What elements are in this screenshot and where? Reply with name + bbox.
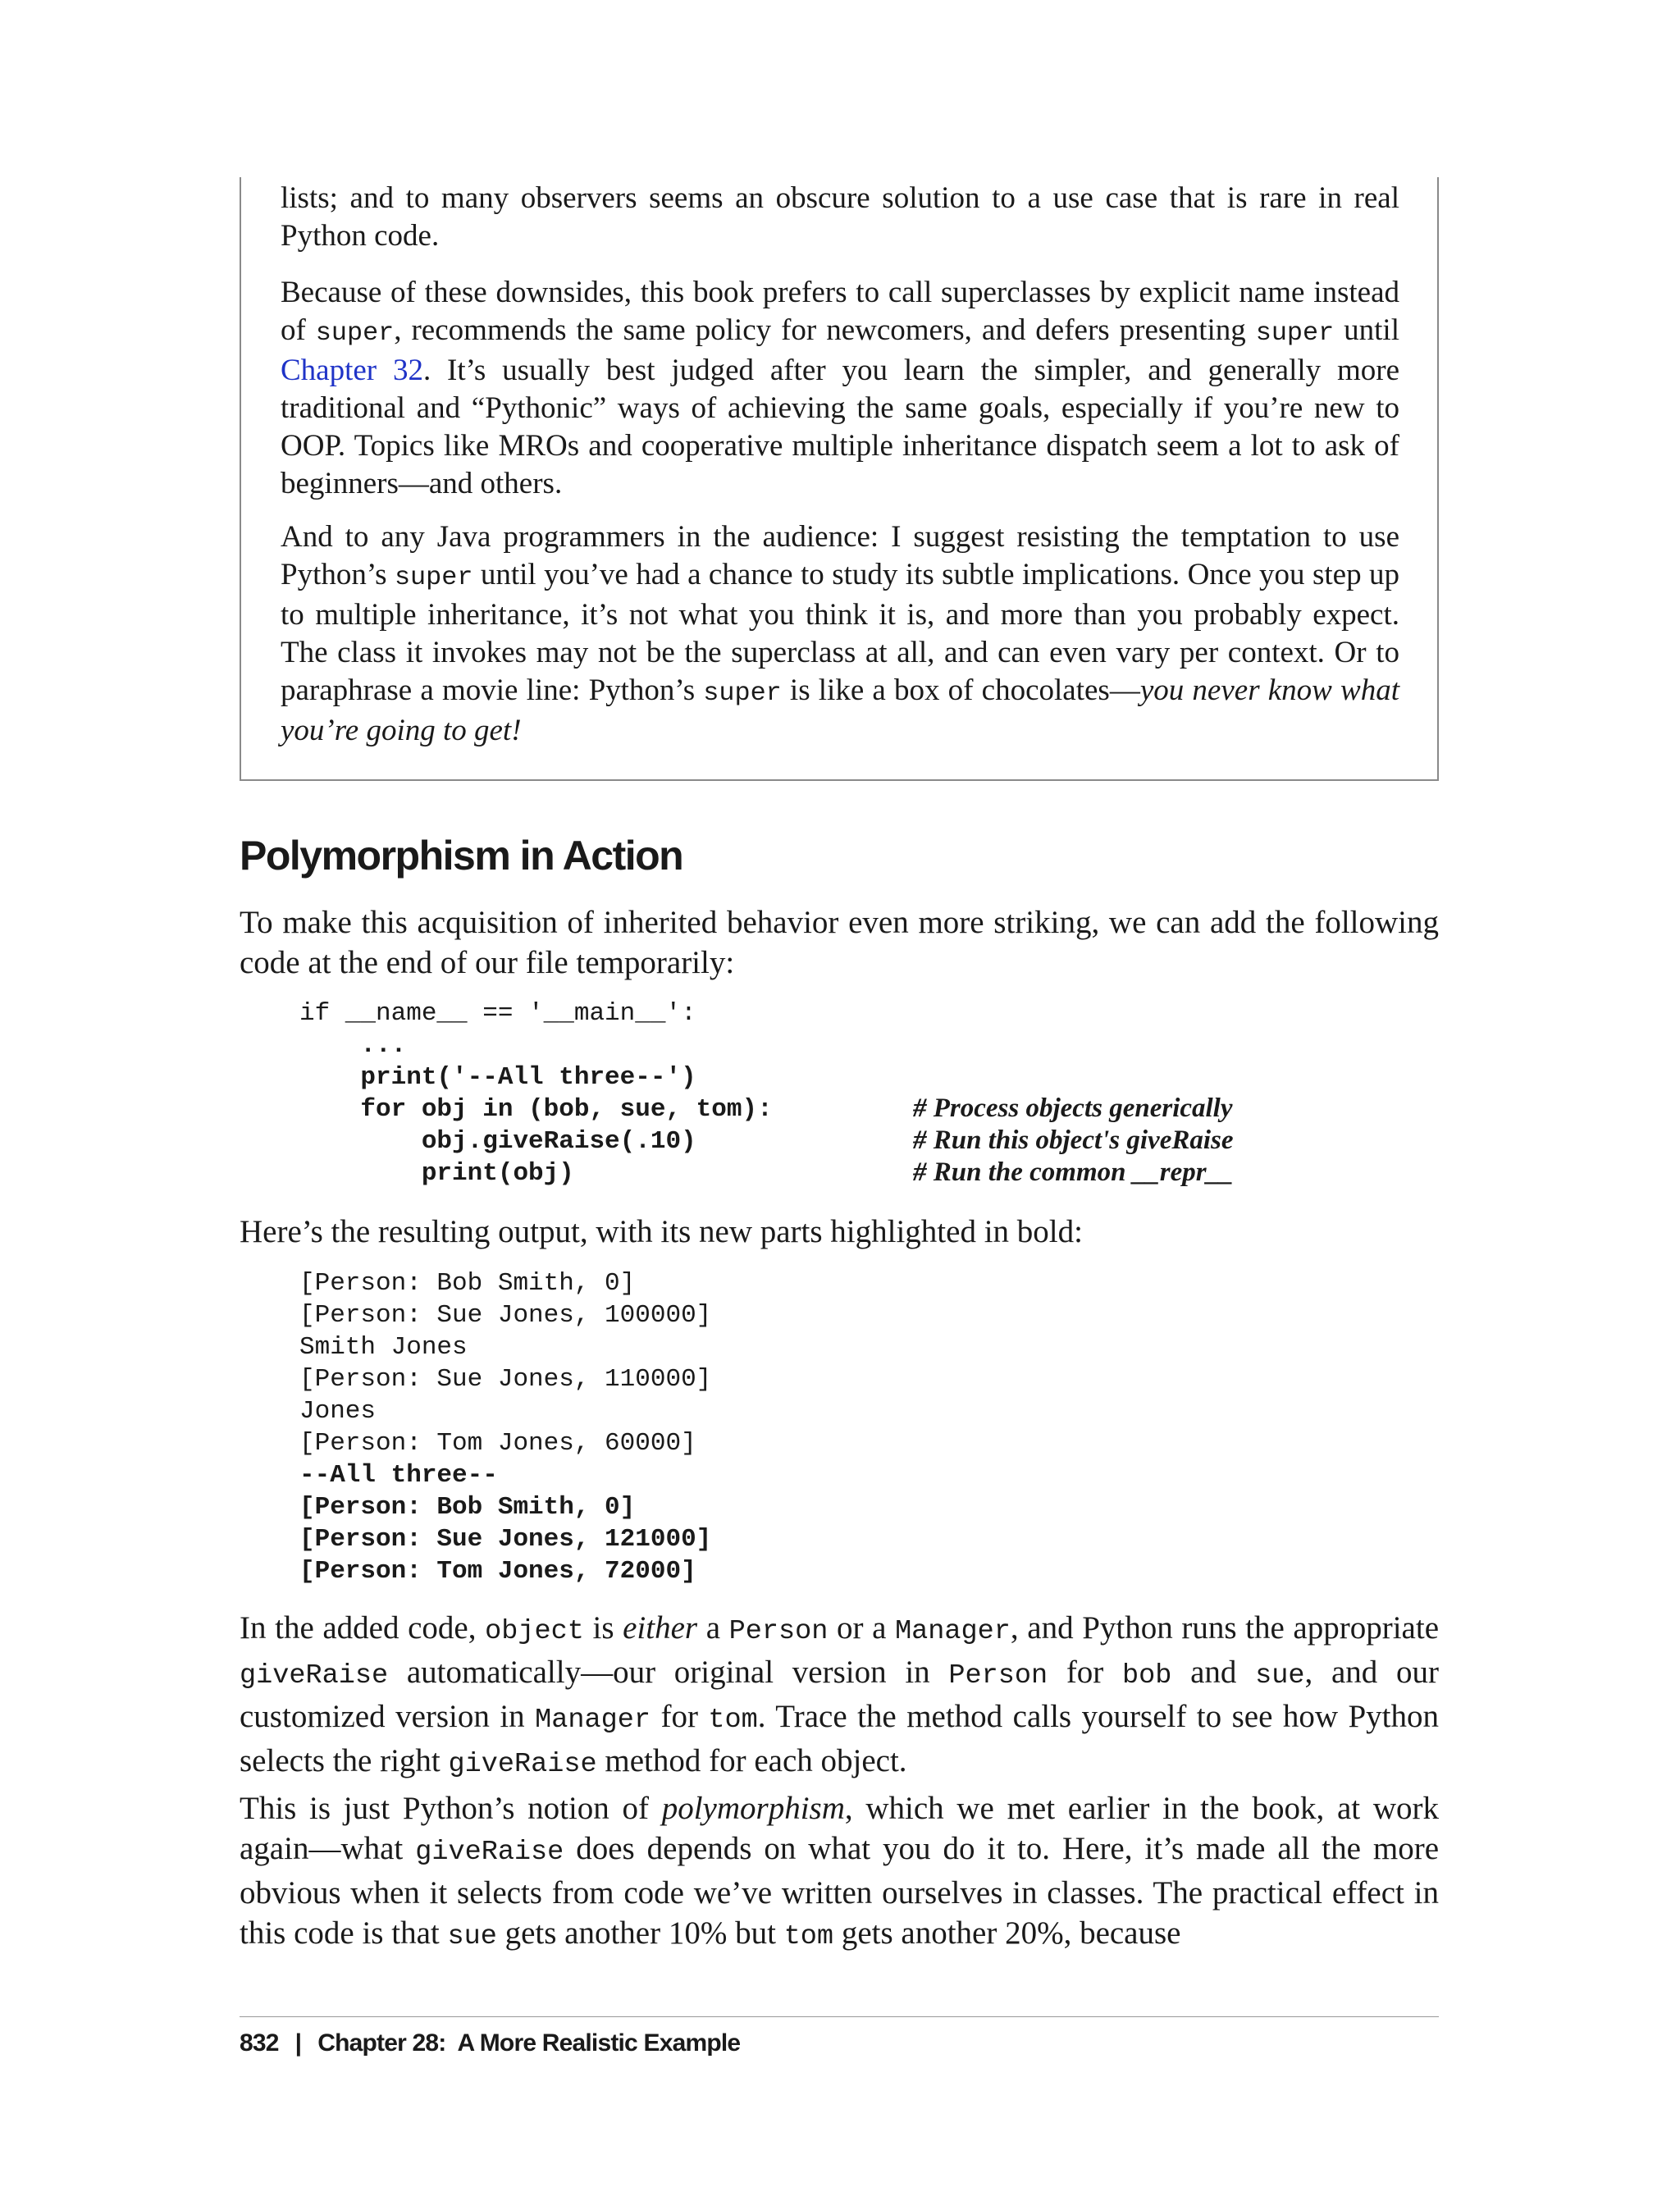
section-heading: Polymorphism in Action [240, 833, 683, 879]
inline-code: super [315, 318, 395, 348]
inline-code: super [703, 678, 782, 708]
code-line: for obj in (bob, sue, tom): [299, 1095, 773, 1124]
output-line: [Person: Tom Jones, 72000] [299, 1557, 696, 1586]
chapter-title: Chapter 28: A More Realistic Example [317, 2029, 741, 2057]
code-comment: # Process objects generically [913, 1093, 1233, 1123]
code-comment: # Run this object's giveRaise [913, 1125, 1234, 1155]
output-line: [Person: Tom Jones, 60000] [299, 1429, 696, 1458]
footer-rule [240, 2016, 1439, 2017]
program-output-block [299, 1267, 711, 1587]
explanation-paragraph: In the added code, object is either a Person or a Manager, and Python runs the appropriate giveRaise automatically—our original version in Person for bob and sue, and our customized version in Manager for tom. Trace the method calls yourself to see how Python selects the right giveRaise method for each object. [240, 1610, 1440, 1780]
chapter-32-link[interactable]: Chapter 32 [281, 354, 423, 387]
code-line: ... [299, 1031, 407, 1060]
code-line: print('--All three--') [299, 1063, 696, 1092]
italic-phrase: you never know what you’re going to get! [281, 673, 1399, 747]
output-line: [Person: Bob Smith, 0] [299, 1493, 636, 1522]
output-intro-paragraph: Here’s the resulting output, with its new parts highlighted in bold: [240, 1214, 1083, 1249]
code-comment: # Run the common __repr__ [913, 1157, 1234, 1187]
intro-paragraph: To make this acquisition of inherited behavior even more striking, we can add the following code at the end of our file temporarily: [240, 905, 1439, 980]
note-paragraph-3: And to any Java programmers in the audience: I suggest resisting the temptation to use Python’s super until you’ve had a chance to study its subtle implications. Once you step up to multiple inheritance, it’s not what you think it is, and more than you probably expect. The class it invokes may not be the superclass at all, and can even vary per context. Or to paraphrase a movie line: Python’s super is like a box of chocolates—you never know what you’re going to get! [281, 520, 1399, 747]
code-listing-main-block [299, 998, 773, 1189]
output-line: --All three-- [299, 1461, 498, 1490]
output-line: Jones [299, 1397, 377, 1426]
inline-code: super [394, 563, 473, 592]
inline-code: super [1255, 318, 1335, 348]
page-footer [240, 2029, 740, 2057]
note-paragraph-1: lists; and to many observers seems an obscure solution to a use case that is rare in real Python code. [281, 181, 1399, 253]
code-line: print(obj) [299, 1159, 574, 1188]
output-line: [Person: Sue Jones, 100000] [299, 1301, 712, 1330]
output-line: [Person: Sue Jones, 110000] [299, 1365, 712, 1394]
output-line: Smith Jones [299, 1333, 468, 1362]
page-number: 832 [240, 2029, 279, 2057]
output-line: [Person: Sue Jones, 121000] [299, 1525, 712, 1554]
code-line: obj.giveRaise(.10) [299, 1127, 696, 1156]
output-line: [Person: Bob Smith, 0] [299, 1269, 636, 1298]
code-line: if __name__ == '__main__': [299, 999, 696, 1028]
polymorphism-paragraph: This is just Python’s notion of polymorphism, which we met earlier in the book, at work again—what giveRaise does depends on what you do it to. Here, it’s made all the more obvious when it selects from code we’ve written ourselves in classes. The practical effect in this code is that sue gets another 10% but tom gets another 20%, because [240, 1791, 1440, 1952]
note-paragraph-2: Because of these downsides, this book prefers to call superclasses by explicit name instead of super, recommends the same policy for newcomers, and defers presenting super until Chapter 32. It’s usually best judged after you learn the simpler, and generally more traditional and “Pythonic” ways of achieving the same goals, especially if you’re new to OOP. Topics like MROs and cooperative multiple inheritance dispatch seem a lot to ask of beginners—and others. [281, 276, 1399, 500]
footer-separator: | [294, 2029, 302, 2057]
